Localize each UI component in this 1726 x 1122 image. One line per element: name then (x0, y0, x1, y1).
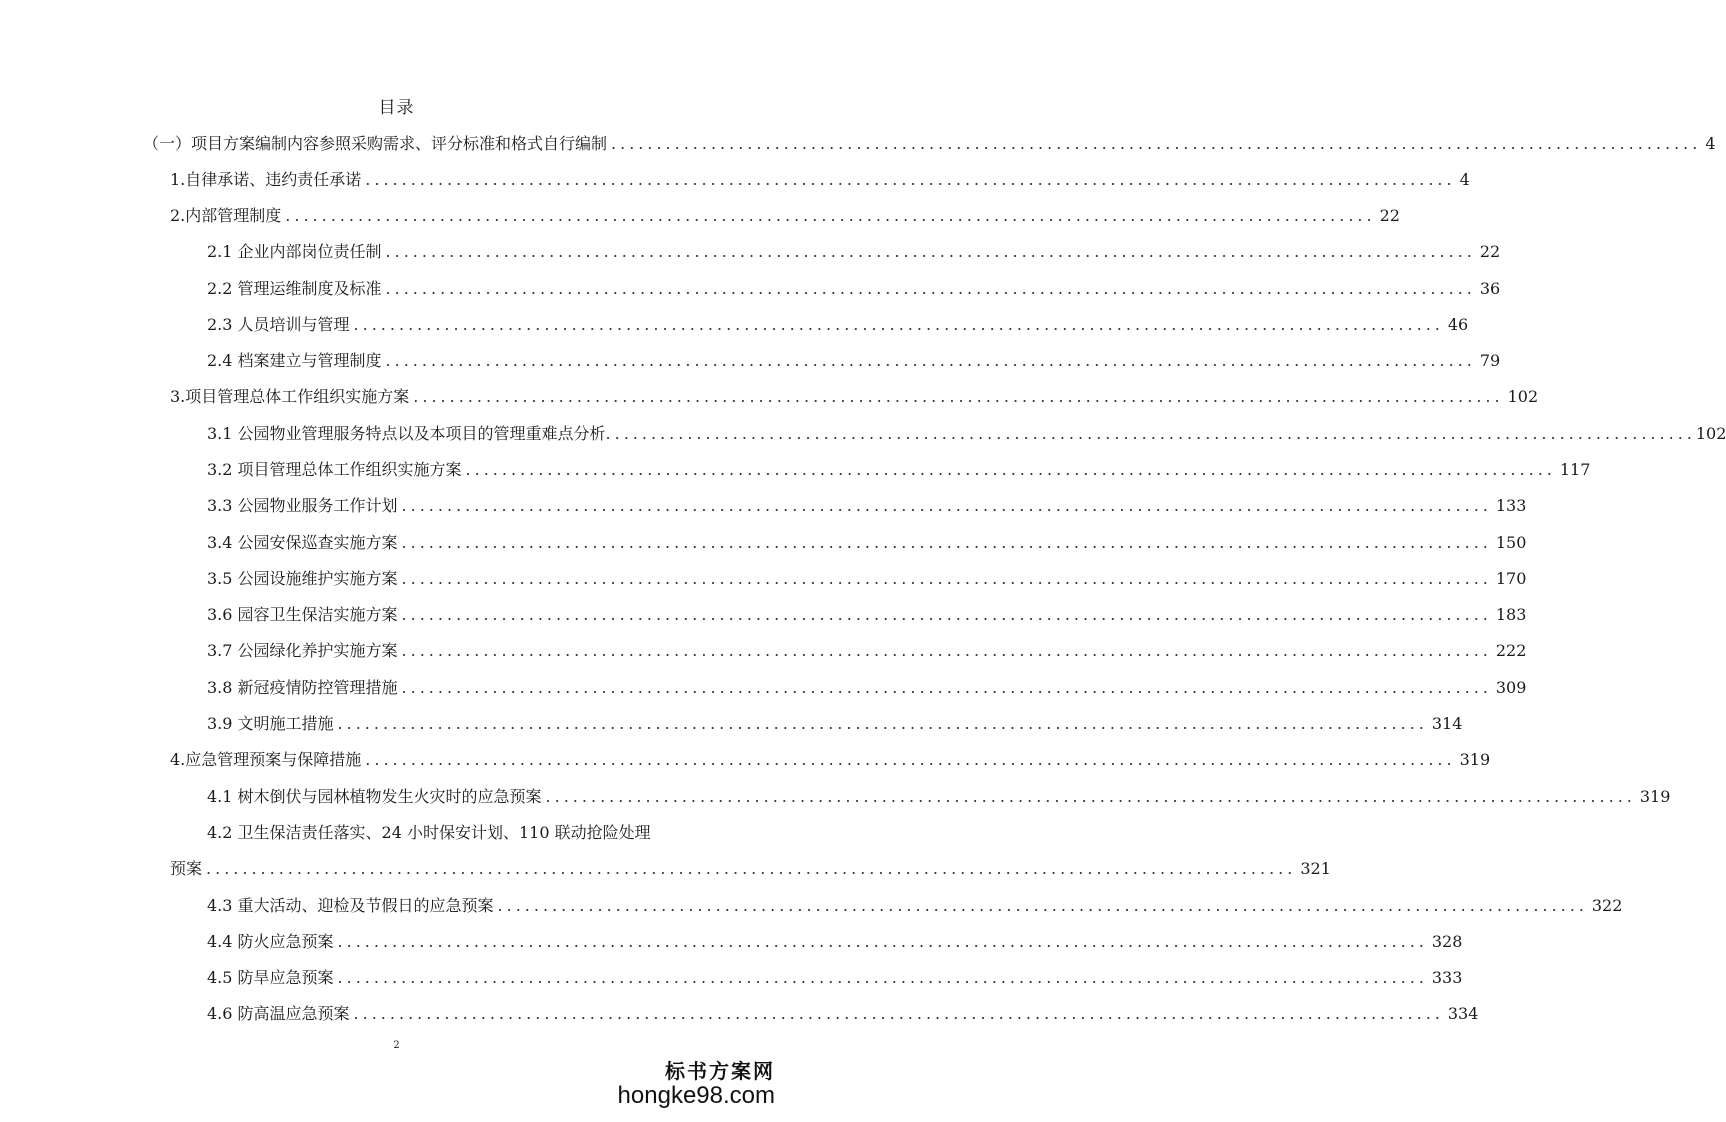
toc-leader-dots: ........................................................................................................................ (206, 859, 1297, 878)
toc-leader-dots: ........................................................................................................................ (401, 496, 1492, 515)
toc-entry-page: 319 (1459, 750, 1491, 769)
toc-entry-label: 4.6 防高温应急预案 (207, 1004, 350, 1023)
toc-leader-dots: ........................................................................................................................ (337, 714, 1428, 733)
toc-entry[interactable] (207, 349, 1501, 373)
toc-entry-page: 170 (1495, 569, 1527, 588)
watermark-site-name: 标书方案网 (665, 1059, 775, 1083)
toc-entry-label: 3.项目管理总体工作组织实施方案 (170, 387, 410, 406)
toc-entry-label: 3.6 园容卫生保洁实施方案 (207, 605, 398, 624)
toc-leader-dots: ........................................................................................................................ (337, 932, 1428, 951)
toc-entry-label: 3.7 公园绿化养护实施方案 (207, 641, 398, 660)
toc-entry-page: 102 (1695, 424, 1726, 443)
toc-entry[interactable] (207, 785, 1671, 809)
toc-entry-page: 333 (1431, 968, 1463, 987)
toc-entry-label: 3.3 公园物业服务工作计划 (207, 496, 398, 515)
toc-entry-page: 36 (1479, 279, 1501, 298)
toc-entry-page: 334 (1447, 1004, 1479, 1023)
toc-entry-page: 328 (1431, 932, 1463, 951)
toc-title: 目录 (378, 98, 415, 118)
toc-entry[interactable] (207, 930, 1463, 954)
toc-leader-dots: ........................................................................................................................ (365, 170, 1456, 189)
toc-entry-page: 319 (1639, 787, 1671, 806)
toc-leader-dots: ........................................................................................................................ (497, 896, 1588, 915)
toc-entry[interactable] (207, 966, 1463, 990)
toc-entry[interactable] (207, 603, 1527, 627)
toc-entry[interactable] (207, 531, 1527, 555)
toc-entry[interactable] (207, 712, 1463, 736)
toc-leader-dots: ........................................................................................................................ (385, 279, 1476, 298)
toc-entry-page: 314 (1431, 714, 1463, 733)
toc-entry-label: 3.2 项目管理总体工作组织实施方案 (207, 460, 462, 479)
toc-entry-page: 309 (1495, 678, 1527, 697)
toc-leader-dots: ........................................................................................................................ (465, 460, 1556, 479)
toc-entry-first-line[interactable]: 4.2 卫生保洁责任落实、24 小时保安计划、110 联动抢险处理 (207, 823, 651, 842)
toc-entry-label: 2.3 人员培训与管理 (207, 315, 350, 334)
toc-entry[interactable] (170, 385, 1539, 409)
toc-leader-dots: ........................................................................................................................ (401, 678, 1492, 697)
toc-entry-label: 2.内部管理制度 (170, 206, 282, 225)
toc-entry-page: 4 (1705, 134, 1716, 153)
toc-leader-dots: ........................................................................................................................ (401, 641, 1492, 660)
toc-entry-page: 117 (1559, 460, 1591, 479)
toc-leader-dots: ........................................................................................................................ (611, 134, 1702, 153)
toc-leader-dots: ........................................................................................................................ (385, 351, 1476, 370)
toc-entry-page: 22 (1479, 242, 1501, 261)
toc-entry[interactable] (207, 894, 1623, 918)
toc-entry[interactable] (207, 422, 1726, 446)
toc-entry-label: 3.5 公园设施维护实施方案 (207, 569, 398, 588)
toc-entry-label: 4.5 防旱应急预案 (207, 968, 334, 987)
toc-entry-page: 222 (1495, 641, 1527, 660)
toc-entry-label: 3.1 公园物业管理服务特点以及本项目的管理重难点分析 (207, 424, 606, 443)
toc-entry[interactable] (207, 458, 1591, 482)
toc-entry-page: 321 (1300, 859, 1331, 878)
toc-leader-dots: ........................................................................................................................ (385, 242, 1476, 261)
toc-leader-dots: ........................................................................................................................ (285, 206, 1376, 225)
toc-leader-dots: ........................................................................................................................ (545, 787, 1636, 806)
toc-leader-dots: ........................................................................................................................ (353, 1004, 1444, 1023)
page-number: 2 (393, 1040, 400, 1051)
toc-entry-page: 46 (1447, 315, 1469, 334)
toc-leader-dots: ........................................................................................................................ (337, 968, 1428, 987)
toc-entry-label: （一）项目方案编制内容参照采购需求、评分标准和格式自行编制 (143, 134, 608, 153)
toc-leader-dots: ........................................................................................................................ (353, 315, 1444, 334)
toc-entry-label: 3.8 新冠疫情防控管理措施 (207, 678, 398, 697)
toc-leader-dots: ........................................................................................................................ (365, 750, 1456, 769)
toc-entry-label: 2.1 企业内部岗位责任制 (207, 242, 382, 261)
toc-leader-dots: ........................................................................................................................ (605, 424, 1696, 443)
toc-entry-label: 2.4 档案建立与管理制度 (207, 351, 382, 370)
toc-entry-page: 22 (1379, 206, 1400, 225)
toc-entry[interactable] (207, 277, 1501, 301)
toc-entry-label: 预案 (170, 859, 203, 878)
toc-entry[interactable] (170, 204, 1400, 228)
toc-leader-dots: ........................................................................................................................ (413, 387, 1504, 406)
toc-entry[interactable] (170, 857, 1331, 881)
toc-entry-label: 3.9 文明施工措施 (207, 714, 334, 733)
toc-leader-dots: ........................................................................................................................ (401, 605, 1492, 624)
toc-entry-page: 79 (1479, 351, 1501, 370)
toc-leader-dots: ........................................................................................................................ (401, 533, 1492, 552)
toc-entry-page: 322 (1591, 896, 1623, 915)
toc-entry[interactable] (207, 676, 1527, 700)
toc-entry[interactable] (170, 748, 1491, 772)
toc-entry-label: 4.3 重大活动、迎检及节假日的应急预案 (207, 896, 494, 915)
toc-entry[interactable] (170, 168, 1470, 192)
toc-entry[interactable] (207, 567, 1527, 591)
toc-entry-page: 150 (1495, 533, 1527, 552)
toc-entry-label: 1.自律承诺、违约责任承诺 (170, 170, 362, 189)
toc-entry-page: 102 (1507, 387, 1539, 406)
toc-entry-page: 133 (1495, 496, 1527, 515)
toc-entry-page: 183 (1495, 605, 1527, 624)
toc-entry[interactable] (207, 240, 1501, 264)
watermark-url: hongke98.com (617, 1082, 775, 1109)
toc-entry[interactable] (207, 1002, 1479, 1026)
toc-entry[interactable] (207, 494, 1527, 518)
toc-entry-label: 4.应急管理预案与保障措施 (170, 750, 362, 769)
toc-entry-label: 4.4 防火应急预案 (207, 932, 334, 951)
watermark-logo (618, 1055, 775, 1110)
toc-entry-page: 4 (1459, 170, 1470, 189)
toc-entry-label: 2.2 管理运维制度及标准 (207, 279, 382, 298)
toc-entry[interactable] (207, 639, 1527, 663)
toc-entry-label: 3.4 公园安保巡查实施方案 (207, 533, 398, 552)
toc-entry-label: 4.1 树木倒伏与园林植物发生火灾时的应急预案 (207, 787, 542, 806)
toc-leader-dots: ........................................................................................................................ (401, 569, 1492, 588)
toc-entry[interactable] (207, 313, 1469, 337)
toc-entry[interactable] (143, 132, 1716, 156)
